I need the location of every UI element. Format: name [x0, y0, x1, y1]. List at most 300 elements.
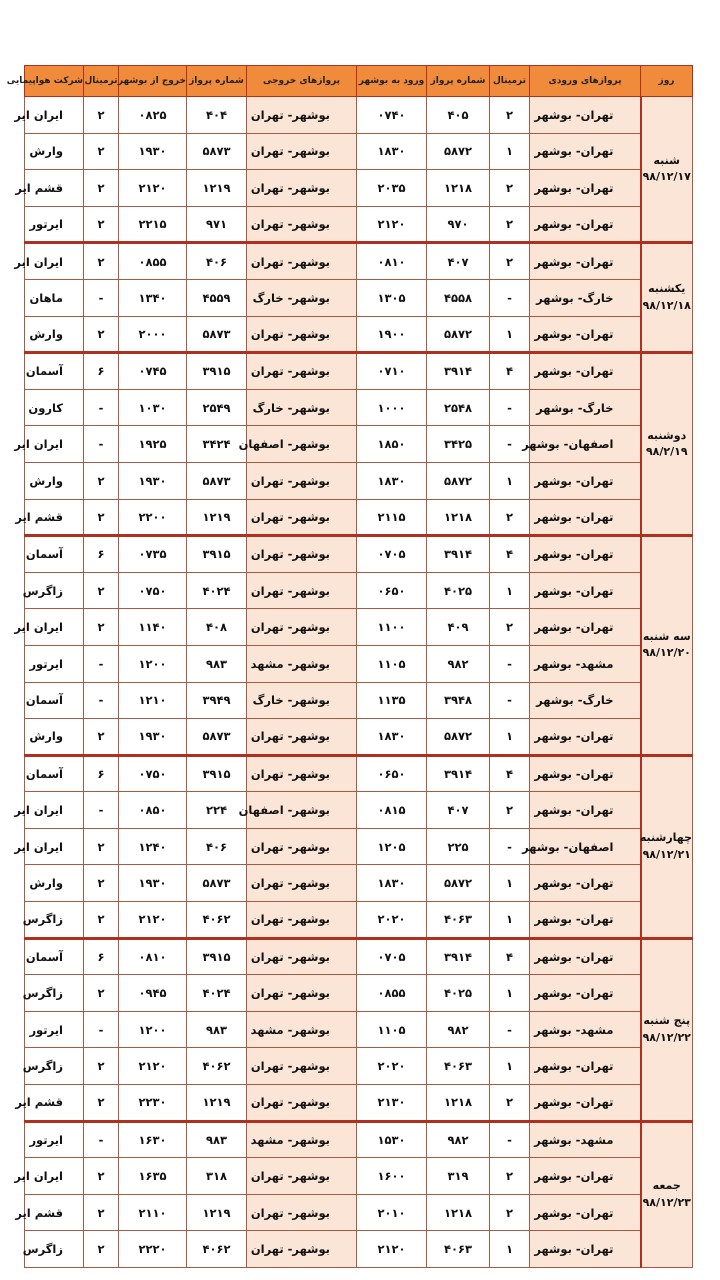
arrival-route-cell: تهران- بوشهر: [530, 243, 641, 280]
arrival-route-cell: تهران- بوشهر: [530, 462, 641, 499]
arrival-flight-number-cell: ۳۹۱۴: [427, 536, 490, 573]
header-departure-flight-number: شماره پرواز: [187, 66, 247, 97]
header-arrivals: پروازهای ورودی: [530, 66, 641, 97]
arrival-terminal-cell: ۴: [490, 755, 530, 792]
departure-terminal-cell: -: [84, 792, 119, 829]
arrival-time-cell: ۱۸۳۰: [357, 133, 427, 170]
arrival-route-cell: مشهد- بوشهر: [530, 645, 641, 682]
day-date: ۹۸/۱۲/۲۱: [642, 847, 691, 861]
departure-time-cell: ۱۲۰۰: [119, 645, 187, 682]
departure-terminal-cell: ۲: [84, 1194, 119, 1231]
arrival-flight-number-cell: ۳۹۱۴: [427, 755, 490, 792]
arrival-terminal-cell: ۱: [490, 1048, 530, 1085]
departure-time-cell: ۲۲۳۰: [119, 1085, 187, 1122]
arrival-flight-number-cell: ۴۰۶۳: [427, 902, 490, 939]
departure-time-cell: ۱۲۴۰: [119, 828, 187, 865]
departure-flight-number-cell: ۴۰۸: [187, 609, 247, 646]
departure-flight-number-cell: ۴۵۵۹: [187, 279, 247, 316]
header-departures: پروازهای خروجی: [247, 66, 357, 97]
header-departure-time: خروج از بوشهر: [119, 66, 187, 97]
arrival-flight-number-cell: ۹۸۲: [427, 1121, 490, 1158]
arrival-flight-number-cell: ۴۰۹: [427, 609, 490, 646]
departure-flight-number-cell: ۳۹۱۵: [187, 755, 247, 792]
airline-cell: ایرتور: [25, 1011, 84, 1048]
departure-time-cell: ۰۸۵۰: [119, 792, 187, 829]
airline-cell: زاگرس: [25, 902, 84, 939]
table-row: [25, 426, 693, 463]
departure-route-cell: بوشهر- تهران: [247, 755, 357, 792]
departure-time-cell: ۱۰۳۰: [119, 389, 187, 426]
airline-cell: آسمان: [25, 938, 84, 975]
arrival-time-cell: ۱۸۵۰: [357, 426, 427, 463]
flight-schedule-table: [6, 65, 693, 1268]
departure-time-cell: ۰۷۵۰: [119, 755, 187, 792]
arrival-time-cell: ۱۲۰۵: [357, 828, 427, 865]
arrival-time-cell: ۰۶۵۰: [357, 755, 427, 792]
departure-terminal-cell: ۲: [84, 609, 119, 646]
airline-cell: ایران ایر: [25, 609, 84, 646]
arrival-route-cell: تهران- بوشهر: [530, 536, 641, 573]
day-cell: [641, 353, 693, 536]
arrival-time-cell: ۱۱۳۵: [357, 682, 427, 719]
arrival-terminal-cell: -: [490, 426, 530, 463]
departure-route-cell: بوشهر- تهران: [247, 902, 357, 939]
arrival-time-cell: ۰۸۱۵: [357, 792, 427, 829]
arrival-terminal-cell: ۱: [490, 902, 530, 939]
day-name: جمعه: [652, 1179, 681, 1193]
table-row: [25, 316, 693, 353]
departure-terminal-cell: ۲: [84, 97, 119, 134]
arrival-flight-number-cell: ۴۰۷: [427, 792, 490, 829]
departure-terminal-cell: -: [84, 645, 119, 682]
arrival-terminal-cell: ۴: [490, 536, 530, 573]
airline-cell: وارش: [25, 133, 84, 170]
table-row: [25, 462, 693, 499]
arrival-terminal-cell: ۲: [490, 206, 530, 243]
arrival-terminal-cell: -: [490, 279, 530, 316]
departure-terminal-cell: ۲: [84, 828, 119, 865]
departure-time-cell: ۱۹۳۰: [119, 719, 187, 756]
table-row: [25, 938, 693, 975]
arrival-route-cell: خارگ- بوشهر: [530, 682, 641, 719]
airline-cell: آسمان: [25, 755, 84, 792]
arrival-flight-number-cell: ۴۰۶۳: [427, 1231, 490, 1268]
arrival-flight-number-cell: ۹۸۲: [427, 645, 490, 682]
departure-flight-number-cell: ۲۵۴۹: [187, 389, 247, 426]
arrival-terminal-cell: ۲: [490, 1194, 530, 1231]
departure-terminal-cell: ۲: [84, 572, 119, 609]
airline-cell: ایرتور: [25, 645, 84, 682]
departure-terminal-cell: ۲: [84, 1048, 119, 1085]
airline-cell: آسمان: [25, 353, 84, 390]
airline-cell: زاگرس: [25, 1231, 84, 1268]
arrival-terminal-cell: ۱: [490, 975, 530, 1012]
arrival-terminal-cell: ۱: [490, 865, 530, 902]
departure-time-cell: ۱۲۱۰: [119, 682, 187, 719]
table-row: [25, 536, 693, 573]
departure-flight-number-cell: ۴۰۲۴: [187, 572, 247, 609]
arrival-route-cell: اصفهان- بوشهر: [530, 426, 641, 463]
departure-time-cell: ۱۹۳۰: [119, 865, 187, 902]
departure-flight-number-cell: ۹۷۱: [187, 206, 247, 243]
arrival-flight-number-cell: ۴۰۲۵: [427, 572, 490, 609]
departure-terminal-cell: ۲: [84, 170, 119, 207]
departure-route-cell: بوشهر- تهران: [247, 1085, 357, 1122]
departure-terminal-cell: ۲: [84, 902, 119, 939]
table-row: [25, 609, 693, 646]
arrival-terminal-cell: ۲: [490, 792, 530, 829]
arrival-route-cell: تهران- بوشهر: [530, 755, 641, 792]
table-row: [25, 828, 693, 865]
departure-time-cell: ۱۶۳۵: [119, 1158, 187, 1195]
table-row: [25, 243, 693, 280]
departure-route-cell: بوشهر- تهران: [247, 1158, 357, 1195]
day-name: یکشنبه: [648, 282, 686, 296]
airline-cell: قشم ایر: [25, 499, 84, 536]
departure-time-cell: ۰۸۲۵: [119, 97, 187, 134]
departure-terminal-cell: ۲: [84, 865, 119, 902]
arrival-route-cell: تهران- بوشهر: [530, 353, 641, 390]
arrival-time-cell: ۲۱۱۵: [357, 499, 427, 536]
table-row: [25, 719, 693, 756]
airline-cell: ایران ایر: [25, 426, 84, 463]
arrival-time-cell: ۰۷۴۰: [357, 97, 427, 134]
departure-route-cell: بوشهر- تهران: [247, 243, 357, 280]
arrival-flight-number-cell: ۵۸۷۲: [427, 462, 490, 499]
arrival-time-cell: ۱۱۰۵: [357, 1011, 427, 1048]
departure-time-cell: ۲۱۲۰: [119, 1048, 187, 1085]
arrival-flight-number-cell: ۳۴۲۵: [427, 426, 490, 463]
arrival-time-cell: ۱۶۰۰: [357, 1158, 427, 1195]
arrival-terminal-cell: ۱: [490, 133, 530, 170]
arrival-route-cell: تهران- بوشهر: [530, 97, 641, 134]
departure-flight-number-cell: ۴۰۲۴: [187, 975, 247, 1012]
table-row: [25, 170, 693, 207]
arrival-terminal-cell: -: [490, 682, 530, 719]
day-cell: [641, 243, 693, 353]
arrival-terminal-cell: ۲: [490, 243, 530, 280]
arrival-time-cell: ۱۸۳۰: [357, 462, 427, 499]
table-row: [25, 682, 693, 719]
arrival-time-cell: ۰۷۰۵: [357, 938, 427, 975]
departure-flight-number-cell: ۱۲۱۹: [187, 170, 247, 207]
arrival-time-cell: ۱۵۳۰: [357, 1121, 427, 1158]
departure-time-cell: ۲۲۲۰: [119, 1231, 187, 1268]
departure-terminal-cell: -: [84, 1011, 119, 1048]
departure-route-cell: بوشهر- تهران: [247, 719, 357, 756]
arrival-time-cell: ۲۰۲۰: [357, 1048, 427, 1085]
table-row: [25, 353, 693, 390]
departure-flight-number-cell: ۴۰۶: [187, 828, 247, 865]
departure-flight-number-cell: ۳۱۸: [187, 1158, 247, 1195]
departure-route-cell: بوشهر- تهران: [247, 353, 357, 390]
arrival-route-cell: تهران- بوشهر: [530, 316, 641, 353]
arrival-terminal-cell: ۱: [490, 572, 530, 609]
day-name: چهارشنبه: [639, 831, 692, 845]
arrival-terminal-cell: ۴: [490, 938, 530, 975]
arrival-time-cell: ۰۷۱۰: [357, 353, 427, 390]
departure-time-cell: ۱۹۳۰: [119, 462, 187, 499]
departure-terminal-cell: ۲: [84, 462, 119, 499]
departure-route-cell: بوشهر- تهران: [247, 1194, 357, 1231]
arrival-time-cell: ۲۱۲۰: [357, 1231, 427, 1268]
arrival-time-cell: ۲۰۲۰: [357, 902, 427, 939]
arrival-time-cell: ۱۸۳۰: [357, 865, 427, 902]
departure-flight-number-cell: ۴۰۶۲: [187, 1048, 247, 1085]
departure-time-cell: ۰۷۴۵: [119, 353, 187, 390]
departure-terminal-cell: -: [84, 1121, 119, 1158]
airline-cell: قشم ایر: [25, 1085, 84, 1122]
departure-flight-number-cell: ۹۸۳: [187, 1011, 247, 1048]
departure-route-cell: بوشهر- خارگ: [247, 279, 357, 316]
airline-cell: ایران ایر: [25, 243, 84, 280]
arrival-flight-number-cell: ۳۹۱۴: [427, 353, 490, 390]
table-row: [25, 975, 693, 1012]
arrival-route-cell: تهران- بوشهر: [530, 902, 641, 939]
departure-time-cell: ۲۲۰۰: [119, 499, 187, 536]
arrival-flight-number-cell: ۹۷۰: [427, 206, 490, 243]
table-row: [25, 1231, 693, 1268]
departure-time-cell: ۲۱۲۰: [119, 902, 187, 939]
arrival-flight-number-cell: ۵۸۷۲: [427, 133, 490, 170]
departure-time-cell: ۰۸۵۵: [119, 243, 187, 280]
arrival-route-cell: تهران- بوشهر: [530, 170, 641, 207]
arrival-terminal-cell: ۱: [490, 462, 530, 499]
departure-route-cell: بوشهر- تهران: [247, 316, 357, 353]
day-date: ۹۸/۱۲/۲۳: [642, 1195, 691, 1209]
table-row: [25, 1085, 693, 1122]
departure-terminal-cell: -: [84, 682, 119, 719]
header-departure-terminal: ترمینال: [84, 66, 119, 97]
departure-time-cell: ۰۸۱۰: [119, 938, 187, 975]
arrival-flight-number-cell: ۵۸۷۲: [427, 865, 490, 902]
arrival-terminal-cell: ۲: [490, 97, 530, 134]
arrival-flight-number-cell: ۲۵۴۸: [427, 389, 490, 426]
arrival-time-cell: ۰۷۰۵: [357, 536, 427, 573]
table-row: [25, 1048, 693, 1085]
departure-time-cell: ۲۱۱۰: [119, 1194, 187, 1231]
departure-terminal-cell: ۶: [84, 755, 119, 792]
arrival-time-cell: ۲۰۱۰: [357, 1194, 427, 1231]
arrival-route-cell: تهران- بوشهر: [530, 1231, 641, 1268]
arrival-flight-number-cell: ۲۲۵: [427, 828, 490, 865]
departure-route-cell: بوشهر- خارگ: [247, 389, 357, 426]
arrival-flight-number-cell: ۴۰۶۳: [427, 1048, 490, 1085]
arrival-terminal-cell: ۱: [490, 316, 530, 353]
airline-cell: ایران ایر: [25, 792, 84, 829]
departure-route-cell: بوشهر- تهران: [247, 975, 357, 1012]
arrival-route-cell: تهران- بوشهر: [530, 1194, 641, 1231]
airline-cell: وارش: [25, 719, 84, 756]
departure-route-cell: بوشهر- تهران: [247, 206, 357, 243]
departure-flight-number-cell: ۲۲۴: [187, 792, 247, 829]
departure-flight-number-cell: ۵۸۷۳: [187, 865, 247, 902]
arrival-terminal-cell: ۱: [490, 1231, 530, 1268]
arrival-terminal-cell: ۲: [490, 499, 530, 536]
departure-route-cell: بوشهر- تهران: [247, 1231, 357, 1268]
day-date: ۹۸/۲/۱۹: [645, 445, 688, 459]
arrival-time-cell: ۱۱۰۰: [357, 609, 427, 646]
departure-route-cell: بوشهر- مشهد: [247, 645, 357, 682]
table-row: [25, 389, 693, 426]
departure-flight-number-cell: ۴۰۶: [187, 243, 247, 280]
airline-cell: ایران ایر: [25, 828, 84, 865]
arrival-flight-number-cell: ۵۸۷۲: [427, 719, 490, 756]
departure-terminal-cell: ۶: [84, 536, 119, 573]
departure-terminal-cell: ۲: [84, 316, 119, 353]
departure-flight-number-cell: ۳۹۱۵: [187, 353, 247, 390]
departure-terminal-cell: ۲: [84, 975, 119, 1012]
table-row: [25, 792, 693, 829]
day-cell: [641, 938, 693, 1121]
arrival-time-cell: ۲۰۳۵: [357, 170, 427, 207]
departure-time-cell: ۱۹۲۵: [119, 426, 187, 463]
departure-route-cell: بوشهر- اصفهان: [247, 792, 357, 829]
arrival-flight-number-cell: ۳۹۱۴: [427, 938, 490, 975]
arrival-time-cell: ۱۰۰۰: [357, 389, 427, 426]
arrival-time-cell: ۰۶۵۰: [357, 572, 427, 609]
arrival-route-cell: تهران- بوشهر: [530, 975, 641, 1012]
arrival-route-cell: تهران- بوشهر: [530, 1085, 641, 1122]
departure-flight-number-cell: ۴۰۶۲: [187, 902, 247, 939]
departure-route-cell: بوشهر- تهران: [247, 828, 357, 865]
arrival-flight-number-cell: ۳۱۹: [427, 1158, 490, 1195]
arrival-route-cell: تهران- بوشهر: [530, 609, 641, 646]
day-date: ۹۸/۱۲/۱۷: [642, 170, 691, 184]
departure-flight-number-cell: ۱۲۱۹: [187, 499, 247, 536]
departure-terminal-cell: ۲: [84, 719, 119, 756]
departure-terminal-cell: -: [84, 389, 119, 426]
airline-cell: کارون: [25, 389, 84, 426]
table-header-row: [25, 66, 693, 97]
arrival-time-cell: ۱۹۰۰: [357, 316, 427, 353]
arrival-terminal-cell: -: [490, 389, 530, 426]
departure-time-cell: ۱۱۴۰: [119, 609, 187, 646]
arrival-terminal-cell: -: [490, 645, 530, 682]
departure-terminal-cell: ۲: [84, 133, 119, 170]
departure-time-cell: ۲۲۱۵: [119, 206, 187, 243]
day-name: دوشنبه: [647, 428, 687, 442]
arrival-time-cell: ۰۸۱۰: [357, 243, 427, 280]
header-day: روز: [641, 66, 693, 97]
table-row: [25, 1121, 693, 1158]
departure-time-cell: ۰۷۵۰: [119, 572, 187, 609]
airline-cell: وارش: [25, 316, 84, 353]
departure-flight-number-cell: ۳۹۱۵: [187, 536, 247, 573]
departure-time-cell: ۱۶۳۰: [119, 1121, 187, 1158]
header-arrival-terminal: ترمینال: [490, 66, 530, 97]
arrival-flight-number-cell: ۵۸۷۲: [427, 316, 490, 353]
airline-cell: ایرتور: [25, 1121, 84, 1158]
airline-cell: آسمان: [25, 682, 84, 719]
arrival-terminal-cell: -: [490, 1011, 530, 1048]
header-arrival-time: ورود به بوشهر: [357, 66, 427, 97]
arrival-route-cell: مشهد- بوشهر: [530, 1011, 641, 1048]
departure-flight-number-cell: ۱۲۱۹: [187, 1085, 247, 1122]
arrival-flight-number-cell: ۴۰۲۵: [427, 975, 490, 1012]
day-name: سه شنبه: [642, 629, 691, 643]
arrival-flight-number-cell: ۴۰۵: [427, 97, 490, 134]
departure-flight-number-cell: ۱۲۱۹: [187, 1194, 247, 1231]
table-row: [25, 499, 693, 536]
departure-flight-number-cell: ۹۸۳: [187, 645, 247, 682]
departure-terminal-cell: ۲: [84, 206, 119, 243]
departure-route-cell: بوشهر- تهران: [247, 170, 357, 207]
airline-cell: وارش: [25, 865, 84, 902]
table-row: [25, 1158, 693, 1195]
arrival-time-cell: ۲۱۳۰: [357, 1085, 427, 1122]
arrival-route-cell: خارگ- بوشهر: [530, 389, 641, 426]
departure-time-cell: ۱۲۰۰: [119, 1011, 187, 1048]
arrival-time-cell: ۰۸۵۵: [357, 975, 427, 1012]
day-name: شنبه: [653, 153, 680, 167]
departure-terminal-cell: -: [84, 279, 119, 316]
table-row: [25, 865, 693, 902]
table-row: [25, 133, 693, 170]
departure-route-cell: بوشهر- تهران: [247, 572, 357, 609]
arrival-terminal-cell: ۲: [490, 170, 530, 207]
airline-cell: قشم ایر: [25, 1194, 84, 1231]
departure-time-cell: ۰۹۴۵: [119, 975, 187, 1012]
table-row: [25, 1011, 693, 1048]
day-date: ۹۸/۱۲/۲۲: [642, 1030, 691, 1044]
departure-route-cell: بوشهر- تهران: [247, 462, 357, 499]
schedule-body: [14, 97, 693, 1268]
departure-flight-number-cell: ۴۰۶۲: [187, 1231, 247, 1268]
day-cell: [641, 755, 693, 938]
airline-cell: ایرتور: [25, 206, 84, 243]
header-airline: شرکت هواپیمایی: [25, 66, 84, 97]
table-row: [25, 279, 693, 316]
arrival-terminal-cell: ۲: [490, 1158, 530, 1195]
arrival-route-cell: تهران- بوشهر: [530, 133, 641, 170]
departure-terminal-cell: ۲: [84, 1085, 119, 1122]
day-cell: [641, 97, 693, 243]
day-cell: [641, 1121, 693, 1267]
arrival-route-cell: اصفهان- بوشهر: [530, 828, 641, 865]
arrival-terminal-cell: -: [490, 828, 530, 865]
arrival-terminal-cell: ۱: [490, 719, 530, 756]
header-arrival-flight-number: شماره پرواز: [427, 66, 490, 97]
departure-route-cell: بوشهر- تهران: [247, 97, 357, 134]
arrival-time-cell: ۲۱۲۰: [357, 206, 427, 243]
arrival-terminal-cell: ۴: [490, 353, 530, 390]
arrival-flight-number-cell: ۱۲۱۸: [427, 499, 490, 536]
airline-cell: زاگرس: [25, 975, 84, 1012]
day-date: ۹۸/۱۲/۲۰: [642, 646, 691, 660]
departure-flight-number-cell: ۴۰۴: [187, 97, 247, 134]
day-name: پنج شنبه: [643, 1014, 691, 1028]
departure-time-cell: ۱۳۴۰: [119, 279, 187, 316]
arrival-route-cell: تهران- بوشهر: [530, 499, 641, 536]
arrival-flight-number-cell: ۱۲۱۸: [427, 170, 490, 207]
arrival-route-cell: مشهد- بوشهر: [530, 1121, 641, 1158]
departure-flight-number-cell: ۵۸۷۳: [187, 719, 247, 756]
table-row: [25, 206, 693, 243]
departure-terminal-cell: ۲: [84, 1158, 119, 1195]
arrival-route-cell: تهران- بوشهر: [530, 792, 641, 829]
departure-route-cell: بوشهر- اصفهان: [247, 426, 357, 463]
departure-time-cell: ۱۹۳۰: [119, 133, 187, 170]
arrival-time-cell: ۱۱۰۵: [357, 645, 427, 682]
departure-route-cell: بوشهر- تهران: [247, 536, 357, 573]
departure-route-cell: بوشهر- تهران: [247, 133, 357, 170]
departure-time-cell: ۲۰۰۰: [119, 316, 187, 353]
arrival-terminal-cell: ۲: [490, 1085, 530, 1122]
arrival-terminal-cell: ۲: [490, 609, 530, 646]
arrival-time-cell: ۱۸۳۰: [357, 719, 427, 756]
day-cell: [641, 536, 693, 756]
